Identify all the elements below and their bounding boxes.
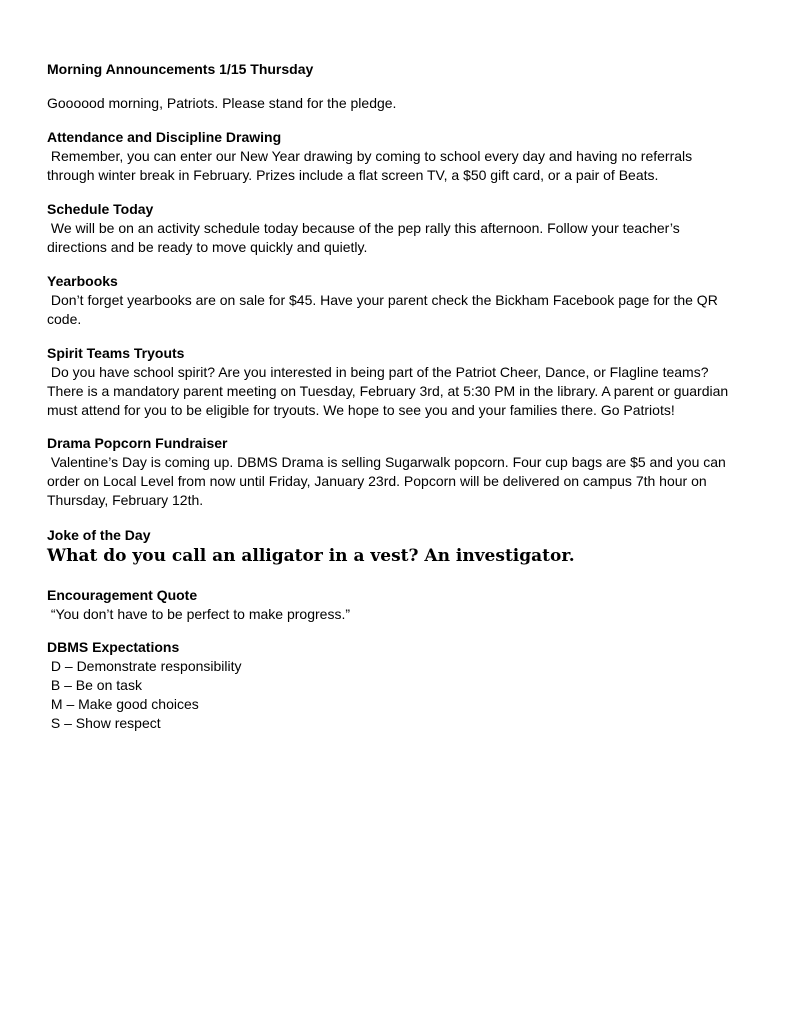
expectation-item: D – Demonstrate responsibility [47, 658, 242, 674]
joke-text: What do you call an alligator in a vest? An investigator. [47, 546, 575, 566]
section-line: must attend for you to be eligible for tryouts. We hope to see you and your families there. Go Patriots! [47, 402, 675, 418]
section-joke [47, 526, 747, 567]
expectation-item: M – Make good choices [47, 696, 199, 712]
section-line: We will be on an activity schedule today because of the pep rally this afternoon. Follow your teacher’s [47, 220, 680, 236]
section-heading: Joke of the Day [47, 527, 151, 543]
section-heading: Encouragement Quote [47, 587, 198, 603]
section-drama-popcorn [47, 434, 747, 510]
section-yearbooks [47, 272, 747, 329]
section-line: order on Local Level from now until Friday, January 23rd. Popcorn will be delivered on campus 7th hour on [47, 473, 707, 489]
section-line: There is a mandatory parent meeting on Tuesday, February 3rd, at 5:30 PM in the library. A parent or guardian [47, 383, 729, 399]
greeting: Goooood morning, Patriots. Please stand for the pledge. [47, 95, 397, 111]
section-line: Thursday, February 12th. [47, 492, 204, 508]
section-line: Valentine’s Day is coming up. DBMS Drama is selling Sugarwalk popcorn. Four cup bags are $5 and you can [47, 454, 726, 470]
section-line: code. [47, 311, 82, 327]
section-heading: Yearbooks [47, 273, 118, 289]
section-line: Do you have school spirit? Are you interested in being part of the Patriot Cheer, Dance, or Flagline teams? [47, 364, 709, 380]
section-line: Don’t forget yearbooks are on sale for $45. Have your parent check the Bickham Facebook page for the QR [47, 292, 718, 308]
section-schedule [47, 200, 747, 257]
quote-text: “You don’t have to be perfect to make progress.” [47, 606, 350, 622]
section-heading: Schedule Today [47, 201, 154, 217]
section-quote [47, 586, 747, 624]
section-line: Remember, you can enter our New Year drawing by coming to school every day and having no referrals [47, 148, 693, 164]
section-heading: DBMS Expectations [47, 639, 180, 655]
section-heading: Attendance and Discipline Drawing [47, 129, 282, 145]
section-heading: Spirit Teams Tryouts [47, 345, 185, 361]
section-attendance [47, 128, 747, 185]
expectation-item: B – Be on task [47, 677, 142, 693]
expectation-item: S – Show respect [47, 715, 161, 731]
section-expectations [47, 638, 747, 733]
section-line: through winter break in February. Prizes include a flat screen TV, a $50 gift card, or a pair of Beats. [47, 167, 659, 183]
section-heading: Drama Popcorn Fundraiser [47, 435, 228, 451]
section-spirit-teams [47, 344, 747, 420]
page-title: Morning Announcements 1/15 Thursday [47, 61, 314, 77]
section-line: directions and be ready to move quickly and quietly. [47, 239, 368, 255]
